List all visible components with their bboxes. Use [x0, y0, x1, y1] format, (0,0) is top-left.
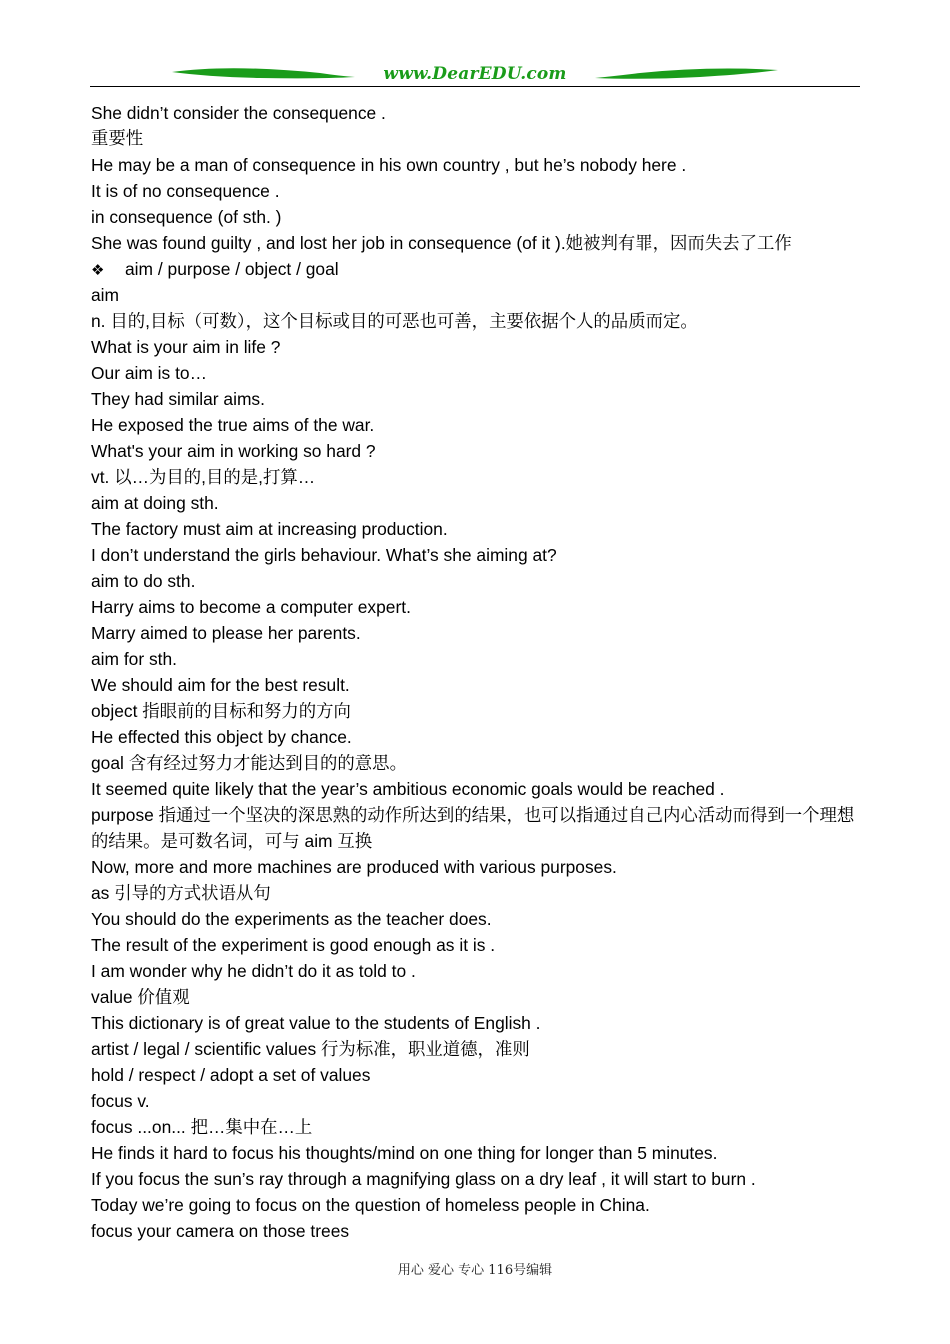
- text-line: It is of no consequence .: [91, 181, 280, 201]
- text-line: purpose 指通过一个坚决的深思熟的动作所达到的结果，也可以指通过自己内心活动而得到一个理想的结果。是可数名词，可与 aim 互换: [91, 805, 855, 851]
- text-line: This dictionary is of great value to the students of English .: [91, 1013, 541, 1033]
- text-line: n. 目的,目标（可数），这个目标或目的可恶也可善，主要依据个人的品质而定。: [91, 311, 698, 331]
- text-line: They had similar aims.: [91, 389, 265, 409]
- site-url: www.DearEDU.com: [383, 64, 567, 84]
- text-line: focus ...on... 把…集中在…上: [91, 1117, 313, 1137]
- page-footer: 用心 爱心 专心 116号编辑: [397, 1263, 553, 1278]
- text-line: in consequence (of sth. ): [91, 207, 282, 227]
- text-line: He may be a man of consequence in his own country , but he’s nobody here .: [91, 155, 687, 175]
- text-line: I don’t understand the girls behaviour. What’s she aiming at?: [91, 545, 557, 565]
- text-line: hold / respect / adopt a set of values: [91, 1065, 371, 1085]
- text-line: Marry aimed to please her parents.: [91, 623, 361, 643]
- text-line: Now, more and more machines are produced with various purposes.: [91, 857, 617, 877]
- section-heading: aim / purpose / object / goal: [125, 259, 339, 279]
- text-line: He finds it hard to focus his thoughts/mind on one thing for longer than 5 minutes.: [91, 1143, 718, 1163]
- text-line: aim to do sth.: [91, 571, 196, 591]
- text-line: I am wonder why he didn’t do it as told to .: [91, 961, 416, 981]
- bullet-line: [91, 256, 866, 282]
- text-line: We should aim for the best result.: [91, 675, 350, 695]
- text-line: The result of the experiment is good enough as it is .: [91, 935, 496, 955]
- text-line: as 引导的方式状语从句: [91, 883, 271, 903]
- document-body: [91, 100, 866, 1244]
- text-line: It seemed quite likely that the year’s ambitious economic goals would be reached .: [91, 779, 725, 799]
- text-line: vt. 以…为目的,目的是,打算…: [91, 467, 316, 487]
- text-line: He exposed the true aims of the war.: [91, 415, 375, 435]
- text-line: goal 含有经过努力才能达到目的的意思。: [91, 753, 407, 773]
- header-divider: [90, 86, 860, 87]
- text-line: Harry aims to become a computer expert.: [91, 597, 411, 617]
- text-line: If you focus the sun’s ray through a magnifying glass on a dry leaf , it will start to burn .: [91, 1169, 756, 1189]
- text-line: focus your camera on those trees: [91, 1221, 350, 1241]
- text-line: She was found guilty , and lost her job in consequence (of it ).她被判有罪，因而失去了工作: [91, 233, 792, 253]
- text-line: Today we’re going to focus on the question of homeless people in China.: [91, 1195, 650, 1215]
- text-line: focus v.: [91, 1091, 150, 1111]
- page-header: [90, 60, 860, 90]
- text-line: You should do the experiments as the teacher does.: [91, 909, 492, 929]
- text-line: value 价值观: [91, 987, 190, 1007]
- text-line: aim for sth.: [91, 649, 178, 669]
- text-line: aim: [91, 285, 120, 305]
- text-line: What's your aim in working so hard ?: [91, 441, 376, 461]
- text-line: He effected this object by chance.: [91, 727, 352, 747]
- text-line: aim at doing sth.: [91, 493, 219, 513]
- text-line: 重要性: [91, 129, 144, 149]
- text-line: object 指眼前的目标和努力的方向: [91, 701, 351, 721]
- text-line: artist / legal / scientific values 行为标准，职业道德，准则: [91, 1039, 530, 1059]
- text-line: What is your aim in life ?: [91, 337, 281, 357]
- site-logo: [170, 60, 780, 86]
- text-line: Our aim is to…: [91, 363, 207, 383]
- diamond-bullet-icon: ❖: [91, 261, 105, 279]
- text-line: She didn’t consider the consequence .: [91, 103, 386, 123]
- text-line: The factory must aim at increasing production.: [91, 519, 448, 539]
